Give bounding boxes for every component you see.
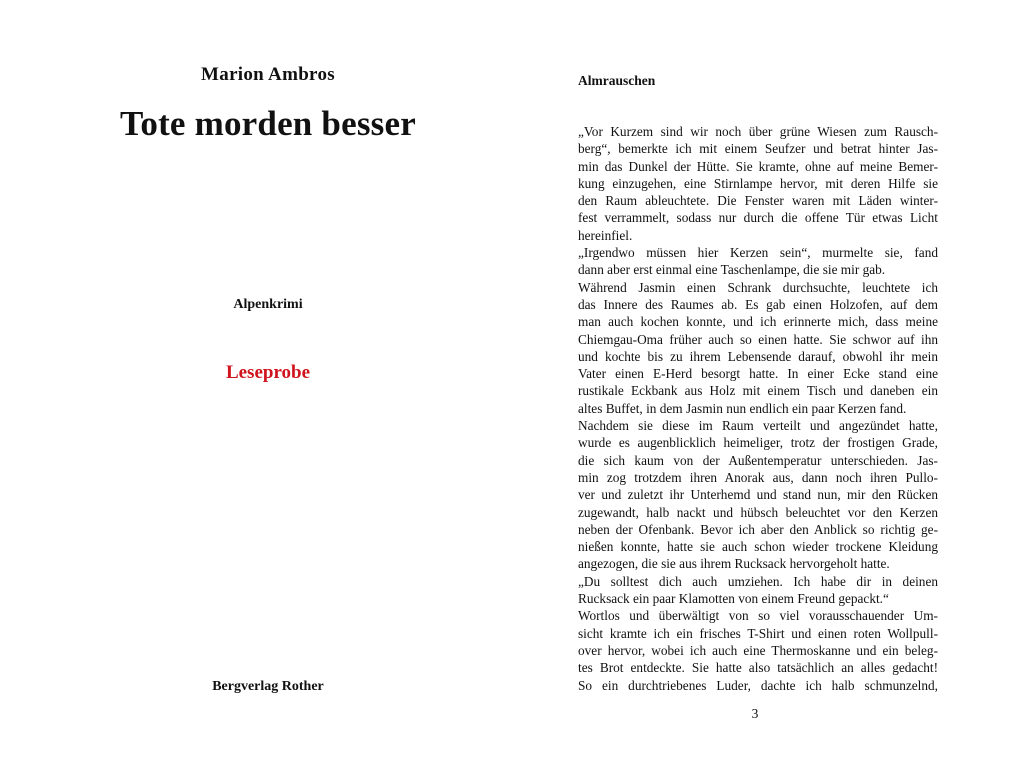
text-line: neben der Ofenbank. Bevor ich aber den Anblick so richtig ge- bbox=[578, 521, 938, 537]
text-line: So ein durchtriebenes Luder, dachte ich halb schmunzelnd, bbox=[578, 677, 938, 693]
text-line: Vater einen E-Herd besorgt hatte. In einer Ecke stand eine bbox=[578, 366, 938, 382]
genre-label: Alpenkrimi bbox=[233, 297, 303, 312]
text-line: Wortlos und überwältigt von so viel vorausschauender Um- bbox=[578, 608, 938, 624]
page-number: 3 bbox=[751, 706, 759, 721]
text-line: dann aber erst einmal eine Taschenlampe, die sie mir gab. bbox=[578, 262, 886, 278]
text-line: zugewandt, halb nackt und hübsch beleuchtet vor den Kerzen bbox=[578, 504, 938, 520]
text-line: angezogen, die sie aus ihrem Rucksack hervorgeholt hatte. bbox=[578, 556, 890, 572]
text-line: Chiemgau-Oma früher auch so einen hatte. Sie schwor auf ihn bbox=[578, 331, 938, 347]
text-line: Nachdem sie diese im Raum verteilt und angezündet hatte, bbox=[578, 418, 938, 434]
text-line: min das Dunkel der Hütte. Sie kramte, ohne auf meine Bemer- bbox=[578, 158, 938, 174]
author-name: Marion Ambros bbox=[201, 64, 335, 85]
text-line: wurde es augenblicklich heimeliger, trotz der frostigen Grade, bbox=[578, 435, 938, 451]
text-line: Während Jasmin einen Schrank durchsuchte, leuchtete ich bbox=[578, 279, 938, 295]
sample-label: Leseprobe bbox=[225, 362, 311, 383]
text-line: und kochte bis zu ihrem Lebensende darauf, obwohl ihr mein bbox=[578, 348, 938, 364]
text-line: „Irgendwo müssen hier Kerzen sein“, murmelte sie, fand bbox=[578, 245, 938, 261]
text-line: das Innere des Raumes ab. Es gab einen Holzofen, auf dem bbox=[578, 296, 938, 312]
text-line: den Raum ableuchtete. Die Fenster waren mit Läden winter- bbox=[578, 193, 938, 209]
text-line: nießen konnte, hatte sie auch schon wieder trockene Kleidung bbox=[578, 539, 938, 555]
text-line: „Du solltest dich auch umziehen. Ich habe dir in deinen bbox=[578, 573, 938, 589]
text-line: fest verrammelt, sodass nur durch die offene Tür etwas Licht bbox=[578, 210, 938, 226]
book-title: Tote morden besser bbox=[120, 104, 416, 143]
text-line: berg“, bemerkte ich mit einem Seufzer und betrat hinter Jas- bbox=[578, 141, 938, 157]
text-line: die sich kaum von der Außentemperatur unterschieden. Jas- bbox=[578, 452, 938, 468]
chapter-title: Almrauschen bbox=[578, 73, 656, 88]
text-line: „Vor Kurzem sind wir noch über grüne Wiesen zum Rausch- bbox=[578, 124, 938, 139]
text-line: man auch kochen konnte, und ich erinnerte mich, dass meine bbox=[578, 314, 938, 330]
text-line: rustikale Eckbank aus Holz mit einem Tisch und daneben ein bbox=[578, 383, 938, 399]
text-line: kung einzugehen, eine Stirnlampe hervor, mit deren Hilfe sie bbox=[578, 175, 938, 191]
text-line: hereinfiel. bbox=[578, 227, 633, 243]
text-line: min zog trotzdem ihren Anorak aus, dann noch ihren Pullo- bbox=[578, 469, 938, 485]
text-line: ver und zuletzt ihr Unterhemd und stand nun, mir den Rücken bbox=[578, 487, 938, 503]
text-line: sicht kramte ich ein frisches T-Shirt und einen roten Wollpull- bbox=[578, 625, 938, 641]
text-line: tes Brot entdeckte. Sie hatte also tatsächlich an alles gedacht! bbox=[578, 660, 938, 676]
text-page bbox=[530, 0, 1020, 774]
text-line: Rucksack ein paar Klamotten von einem Freund gepackt.“ bbox=[578, 591, 889, 607]
text-line: altes Buffet, in dem Jasmin nun endlich ein paar Kerzen fand. bbox=[578, 400, 907, 416]
text-line: over hervor, wobei ich auch eine Thermoskanne und ein beleg- bbox=[578, 642, 938, 658]
body-text bbox=[578, 123, 938, 694]
publisher-name: Bergverlag Rother bbox=[212, 679, 324, 694]
